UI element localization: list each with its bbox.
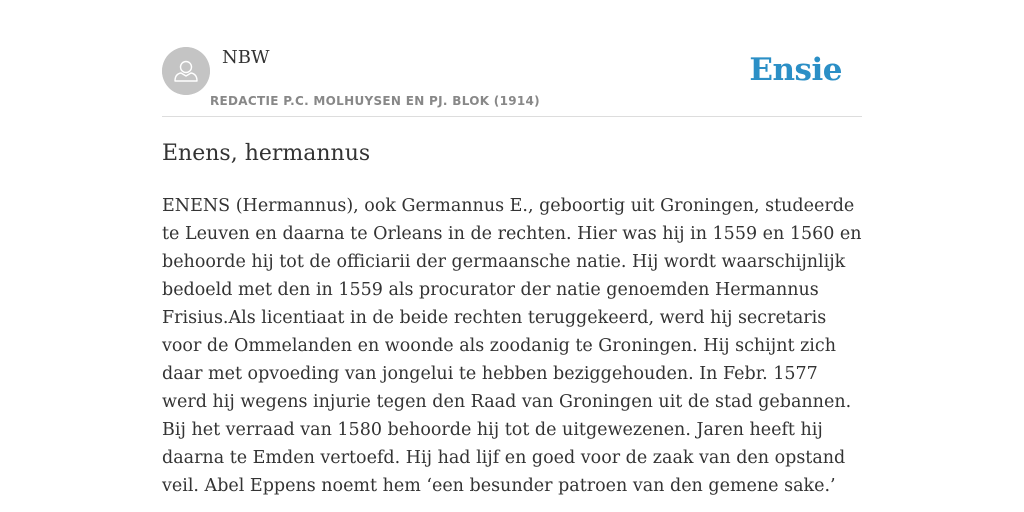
source-name[interactable]: NBW bbox=[222, 47, 270, 68]
user-placeholder-icon bbox=[162, 47, 210, 95]
article-title: Enens, hermannus bbox=[162, 141, 371, 166]
source-credit: REDACTIE P.C. MOLHUYSEN EN PJ. BLOK (1914) bbox=[210, 94, 540, 108]
brand-logo[interactable]: Ensie bbox=[749, 52, 842, 88]
source-header bbox=[162, 46, 862, 117]
article-body: ENENS (Hermannus), ook Germannus E., geboortig uit Groningen, studeerde te Leuven en daarna te Orleans in de rechten. Hier was hij in 1559 en 1560 en behoorde hij tot de officiarii der germaansche natie. Hij wordt waarschijnlijk bedoeld met den in 1559 als procurator der natie genoemden Hermannus Frisius.Als licentiaat in de beide rechten teruggekeerd, werd hij secretaris voor de Ommelanden en woonde als zoodanig te Groningen. Hij schijnt zich daar met opvoeding van jongelui te hebben beziggehouden. In Febr. 1577 werd hij wegens injurie tegen den Raad van Groningen uit de stad gebannen. Bij het verraad van 1580 behoorde hij tot de uitgewezenen. Jaren heeft hij daarna te Emden vertoefd. Hij had lijf en goed voor de zaak van den opstand veil. Abel Eppens noemt hem ‘een besunder patroen van den gemene sake.’ bbox=[162, 196, 862, 496]
